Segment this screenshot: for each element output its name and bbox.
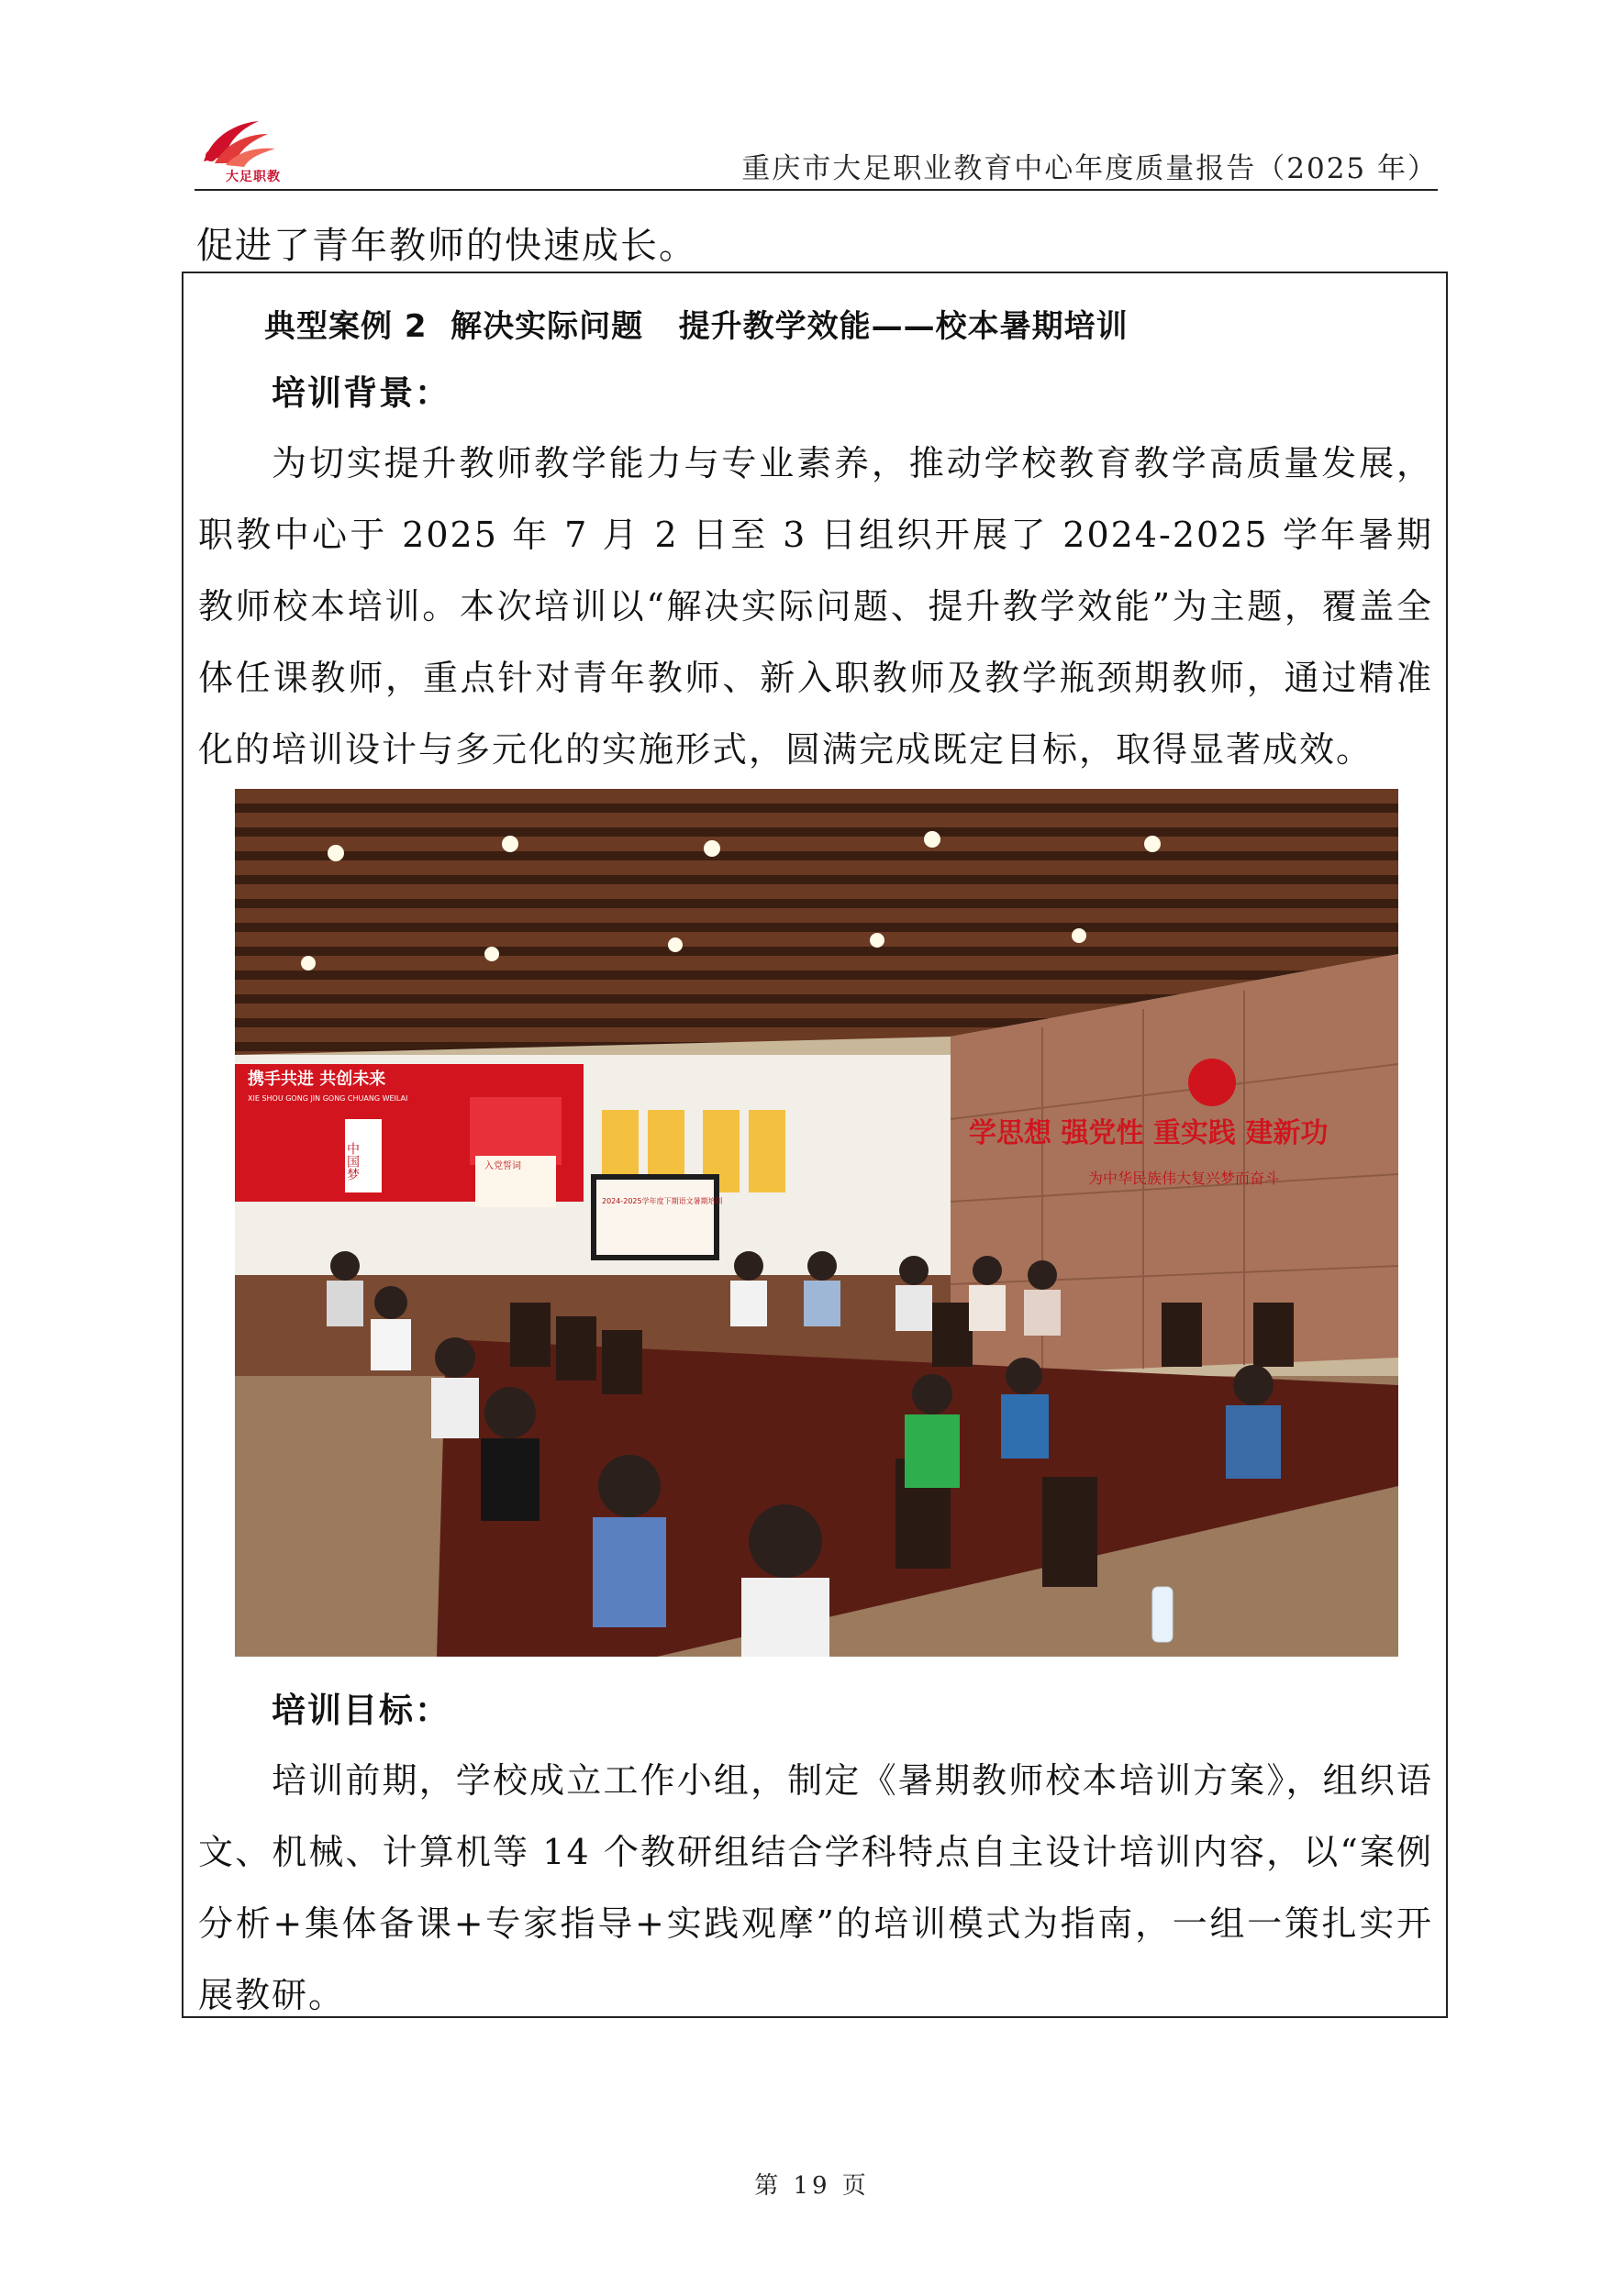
screen-text: 2024-2025学年度下期语文暑期培训 <box>602 1197 723 1205</box>
report-title: 重庆市大足职业教育中心年度质量报告（2025 年） <box>741 152 1438 185</box>
right-wall-subtitle: 为中华民族伟大复兴梦而奋斗 <box>1088 1170 1280 1187</box>
page-number: 第 19 页 <box>754 2172 870 2200</box>
header-divider <box>195 189 1438 191</box>
continued-paragraph: 促进了青年教师的快速成长。 <box>196 225 697 267</box>
case-title: 典型案例 2 解决实际问题 提升教学效能——校本暑期培训 <box>264 308 1129 345</box>
goal-paragraph: 培训前期，学校成立工作小组，制定《暑期教师校本培训方案》，组织语文、机械、计算机等 14 个教研组结合学科特点自主设计培训内容，以“案例分析+集体备课+专家指导+实践观摩”的培训模式为指南，一组一策扎实开展教研。 <box>198 1760 1433 2015</box>
case-study-box <box>182 272 1448 2018</box>
background-heading: 培训背景： <box>272 373 450 413</box>
banner-left-pinyin: XIE SHOU GONG JIN GONG CHUANG WEILAI <box>248 1094 408 1103</box>
banner-left-text: 携手共进 共创未来 <box>248 1070 386 1089</box>
background-paragraph: 为切实提升教师教学能力与专业素养，推动学校教育教学高质量发展，职教中心于 2025 年 7 月 2 日至 3 日组织开展了 2024-2025 学年暑期教师校本培训。本次培训以“解决实际问题、提升教学效能”为主题，覆盖全体任课教师，重点针对青年教师、新入职教师及教学瓶颈期教师，通过精准化的培训设计与多元化的实施形式，圆满完成既定目标，取得显著成效。 <box>198 443 1433 770</box>
logo-text: 大足职教 <box>226 170 281 184</box>
china-dream-text: 中国梦 <box>345 1142 360 1181</box>
oath-title: 入党誓词 <box>484 1161 521 1171</box>
right-wall-slogan: 学思想 强党性 重实践 建新功 <box>969 1117 1329 1149</box>
school-logo <box>195 116 305 183</box>
page-header <box>195 108 1438 189</box>
meeting-room-illustration <box>235 789 1398 1657</box>
training-photo <box>235 789 1398 1657</box>
goal-heading: 培训目标： <box>272 1691 450 1730</box>
